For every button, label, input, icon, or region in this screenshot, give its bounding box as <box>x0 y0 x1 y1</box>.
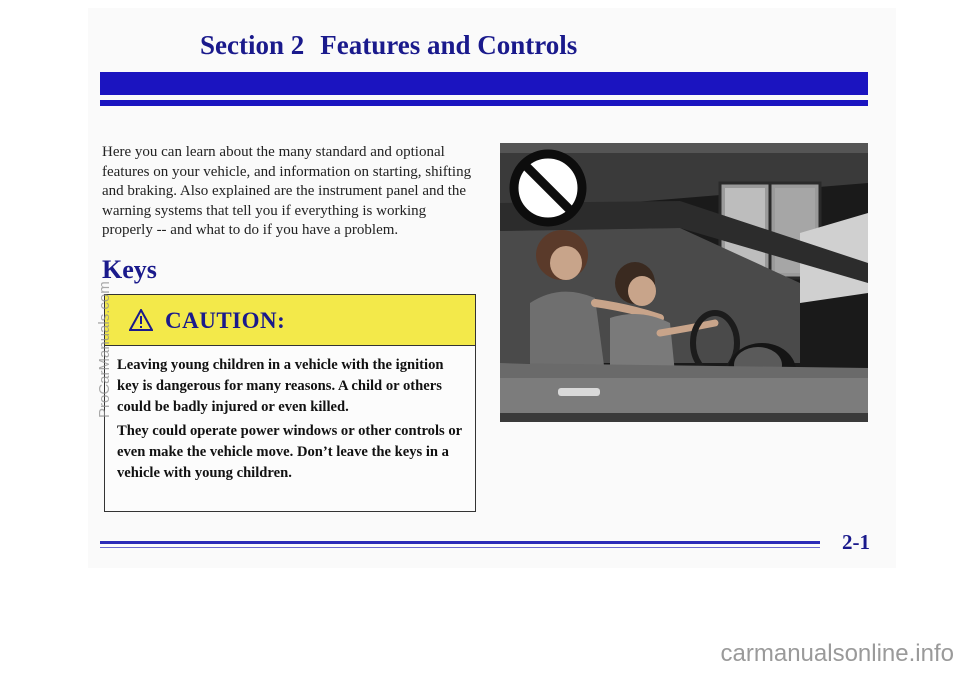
footer-rule <box>100 541 820 544</box>
intro-paragraph: Here you can learn about the many standard and optional features on your vehicle, and information on starting, shifting and braking. Also explained are the instrument panel and the warning systems that tell you if everything is working properly -- and what to do if you have a problem. <box>102 144 472 238</box>
page-number: 2-1 <box>842 530 870 554</box>
warning-triangle-icon <box>129 309 153 331</box>
caution-box <box>104 294 476 512</box>
bottom-watermark: carmanualsonline.info <box>720 640 954 667</box>
children-in-car-illustration <box>500 143 868 422</box>
header-rule <box>100 100 868 106</box>
footer-rule-thin <box>100 547 820 548</box>
section-number: Section 2 <box>200 30 305 60</box>
caution-paragraph: They could operate power windows or other controls or even make the vehicle move. Don’t leave the keys in a vehicle with young children. <box>117 423 462 481</box>
side-watermark: ProCarManuals.com <box>96 281 113 418</box>
caution-text <box>117 355 463 487</box>
caution-label: CAUTION: <box>165 308 286 333</box>
section-heading <box>200 30 577 61</box>
header-band <box>100 72 868 95</box>
caution-banner <box>105 295 475 346</box>
keys-heading: Keys <box>102 255 157 284</box>
section-title: Features and Controls <box>320 30 578 60</box>
caution-paragraph: Leaving young children in a vehicle with the ignition key is dangerous for many reasons. A child or others could be badly injured or even killed. <box>117 357 444 415</box>
